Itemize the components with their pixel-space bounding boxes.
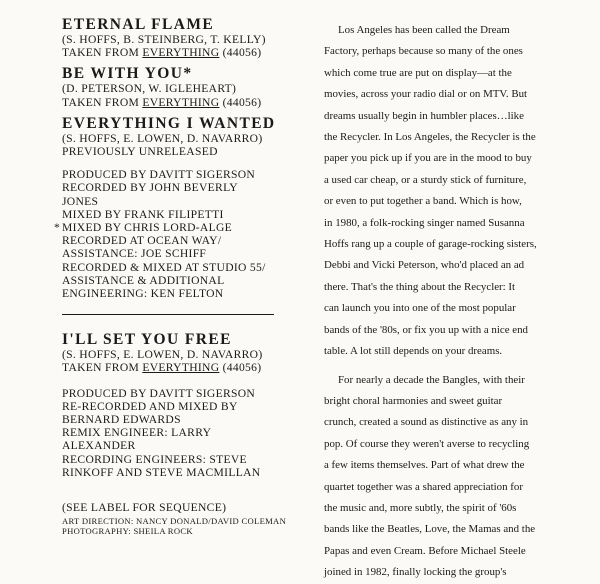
credit-line: JONES	[62, 194, 99, 208]
liner-line: dreams usually begin in humbler places…like	[324, 109, 524, 122]
song-source: TAKEN FROM EVERYTHING (44056)	[62, 95, 262, 109]
song-title: I'LL SET YOU FREE	[62, 331, 232, 349]
liner-paragraph-1	[324, 20, 586, 363]
song-writers: (S. HOFFS, E. LOWEN, D. NAVARRO)	[62, 131, 263, 145]
asterisk-mark: *	[54, 221, 61, 235]
liner-line: a few items themselves. Part of what drew the	[324, 459, 525, 472]
liner-line: the music and, more subtly, the spirit of '60s	[324, 501, 517, 514]
song-title: EVERYTHING I WANTED	[62, 114, 276, 132]
liner-line: crunch, created a sound as distinctive as any in	[324, 416, 529, 429]
liner-line: which come true are put on display—at the	[324, 66, 512, 79]
song-title: BE WITH YOU*	[62, 65, 193, 83]
liner-line: For nearly a decade the Bangles, with their	[338, 373, 525, 386]
liner-paragraph-2	[324, 370, 586, 584]
liner-line: pop. Of course they weren't averse to recycling	[324, 437, 530, 450]
credit-line: RECORDING ENGINEERS: STEVE	[62, 452, 247, 466]
liner-line: a used car cheap, or a sturdy stick of furniture,	[324, 173, 527, 186]
liner-line: quartet together was a shared appreciation for	[324, 480, 523, 493]
liner-line: table. A lot still depends on your dreams.	[324, 345, 503, 358]
liner-line: Factory, perhaps because so many of the ones	[324, 45, 523, 58]
liner-line: Papas and even Cream. Before Michael Steele	[324, 544, 526, 557]
album-title: EVERYTHING	[142, 361, 220, 375]
credit-line: MIXED BY FRANK FILIPETTI	[62, 207, 224, 221]
liner-line: Hoffs rang up a couple of garage-rocking sisters,	[324, 238, 537, 251]
liner-line: in 1980, a folk-rocking singer named Susanna	[324, 216, 525, 229]
credit-line: RECORDED & MIXED AT STUDIO 55/	[62, 260, 266, 274]
credit-line: PRODUCED BY DAVITT SIGERSON	[62, 168, 256, 182]
credit-line: ENGINEERING: KEN FELTON	[62, 287, 224, 301]
song-writers: (S. HOFFS, E. LOWEN, D. NAVARRO)	[62, 348, 263, 362]
sequence-note: (SEE LABEL FOR SEQUENCE)	[62, 501, 227, 515]
photography-credit: PHOTOGRAPHY: SHEILA ROCK	[62, 526, 193, 536]
liner-line: the Recycler. In Los Angeles, the Recycler is the	[324, 131, 536, 144]
credit-line: RINKOFF AND STEVE MACMILLAN	[62, 465, 261, 479]
credit-line: REMIX ENGINEER: LARRY	[62, 426, 212, 440]
track-credits-column	[54, 16, 314, 515]
liner-line: paper you pick up if you are in the mood to buy	[324, 152, 532, 165]
liner-line: movies, across your radio dial or on MTV. But	[324, 88, 528, 101]
liner-line: joined in 1982, finally locking the group's	[324, 566, 507, 579]
credit-line: RECORDED BY JOHN BEVERLY	[62, 181, 238, 195]
liner-line: or even to put together a band. Which is how,	[324, 195, 522, 208]
credit-line: RE-RECORDED AND MIXED BY	[62, 399, 238, 413]
liner-line: there. That's the thing about the Recycler: It	[324, 280, 516, 293]
liner-line: bands like the Beatles, Love, the Mamas and the	[324, 523, 536, 536]
song-writers: (S. HOFFS, B. STEINBERG, T. KELLY)	[62, 33, 266, 46]
liner-notes	[324, 20, 586, 584]
art-credits	[62, 516, 286, 536]
credit-line: ASSISTANCE: JOE SCHIFF	[62, 247, 207, 261]
liner-line: Los Angeles has been called the Dream	[338, 24, 510, 36]
song-writers: (D. PETERSON, W. IGLEHEART)	[62, 82, 237, 96]
production-credits	[62, 387, 314, 479]
liner-line: bright choral harmonies and sweet guitar	[324, 394, 503, 407]
credit-line: RECORDED AT OCEAN WAY/	[62, 234, 222, 248]
album-title: EVERYTHING	[142, 95, 220, 109]
song-title: ETERNAL FLAME	[62, 16, 215, 33]
liner-line: Debbi and Vicki Peterson, who'd placed an ad	[324, 259, 525, 272]
art-direction-credit: ART DIRECTION: NANCY DONALD/DAVID COLEMAN	[62, 516, 287, 526]
production-credits	[54, 168, 314, 301]
credit-line: BERNARD EDWARDS	[62, 413, 181, 427]
credit-line: ASSISTANCE & ADDITIONAL	[62, 273, 225, 287]
song-source: TAKEN FROM EVERYTHING (44056)	[62, 46, 262, 60]
song-source: TAKEN FROM EVERYTHING (44056)	[62, 361, 262, 375]
liner-line: bands of the '80s, or fix you up with a nice end	[324, 323, 529, 336]
liner-line: can launch you into one of the most popular	[324, 302, 516, 315]
album-title: EVERYTHING	[142, 46, 220, 60]
song-note: PREVIOUSLY UNRELEASED	[62, 145, 218, 159]
credit-line: * MIXED BY CHRIS LORD-ALGE	[54, 221, 233, 235]
credit-line: PRODUCED BY DAVITT SIGERSON	[62, 386, 256, 400]
section-divider	[62, 314, 274, 315]
credit-line: ALEXANDER	[62, 439, 136, 453]
